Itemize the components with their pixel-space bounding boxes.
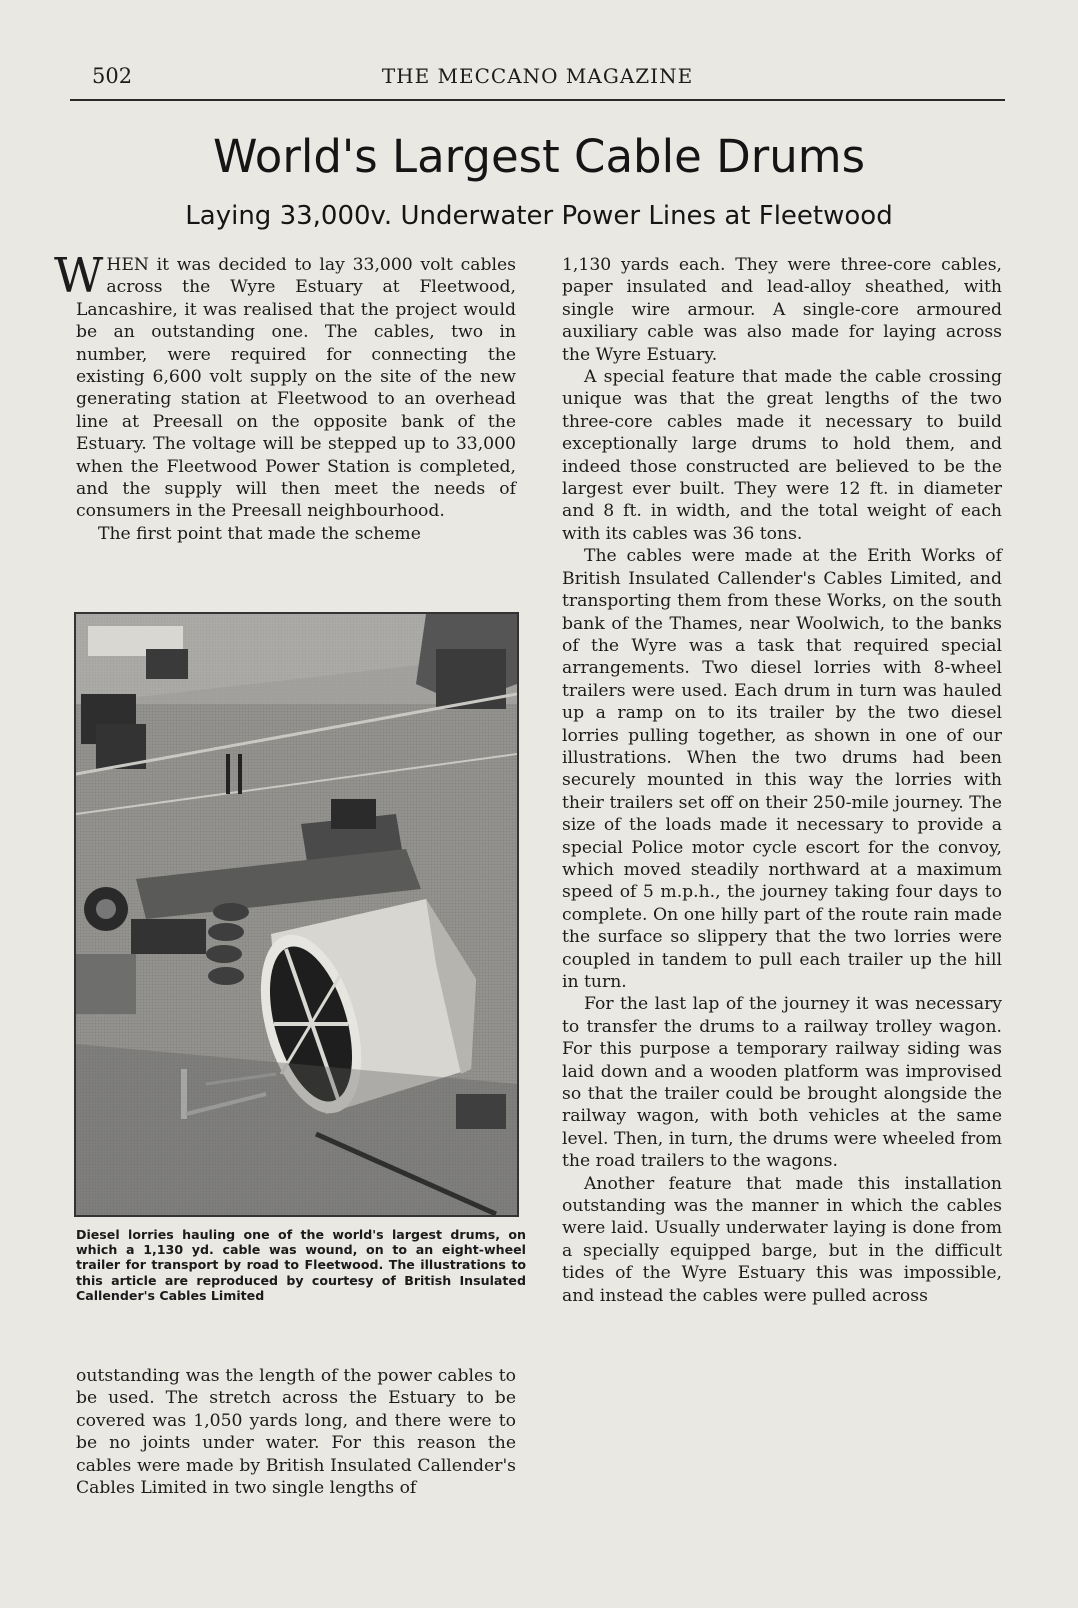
header-rule	[70, 99, 1005, 101]
left-column-top	[54, 248, 516, 545]
paragraph: Another feature that made this installation outstanding was the manner in which the cables were laid. Usually underwater laying is done from a specially equipped barge, but in the difficult tides of the Wyre Estuary this was impossible, and instead the cables were pulled across	[562, 1173, 1002, 1306]
paragraph-text: HEN it was decided to lay 33,000 volt cables across the Wyre Estuary at Fleetwood, Lancashire, it was realised that the project would be an outstanding one. The cables, two in number, were required for connecting the existing 6,600 volt supply on the site of the new generating station at Fleetwood to an overhead line at Preesall on the opposite bank of the Estuary. The voltage will be stepped up to 33,000 when the Fleetwood Power Station is completed, and the supply will then meet the needs of consumers in the Preesall neighbourhood.	[76, 255, 516, 522]
paragraph: The first point that made the scheme	[98, 523, 421, 544]
cable-drum-photo	[74, 612, 519, 1217]
page-number: 502	[92, 64, 133, 88]
paragraph: The cables were made at the Erith Works of British Insulated Callender's Cables Limited, and transporting them from these Works, on the south bank of the Thames, near Woolwich, to the banks of the Wyre was a task that required special arrangements. Two diesel lorries with 8-wheel trailers were used. Each drum in turn was hauled up a ramp on to its trailer by the two diesel lorries pulling together, as shown in one of our illustrations. When the two drums had been securely mounted in this way the lorries with their trailers set off on their 250-mile journey. The size of the loads made it necessary to provide a special Police motor cycle escort for the convoy, which moved steadily northward at a maximum speed of 5 m.p.h., the journey taking four days to complete. On one hilly part of the route rain made the surface so slippery that the two lorries were coupled in tandem to pull each trailer up the hill in turn.	[562, 546, 1002, 992]
paragraph	[54, 248, 516, 523]
article-subtitle: Laying 33,000v. Underwater Power Lines at Fleetwood	[185, 201, 893, 231]
photo-illustration	[76, 614, 517, 1215]
paragraph: For the last lap of the journey it was necessary to transfer the drums to a railway trolley wagon. For this purpose a temporary railway siding was laid down and a wooden platform was improvised so that the trailer could be brought alongside the railway wagon, with both vehicles at the same level. Then, in turn, the drums were wheeled from the road trailers to the wagons.	[562, 994, 1002, 1172]
magazine-title: THE MECCANO MAGAZINE	[381, 64, 694, 88]
article-title: World's Largest Cable Drums	[212, 130, 866, 183]
page-header	[70, 64, 1005, 100]
left-column-bottom	[76, 1365, 516, 1499]
photo-caption: Diesel lorries hauling one of the world's largest drums, on which a 1,130 yd. cable was wound, on to an eight-wheel trailer for transport by road to Fleetwood. The illustrations to this article are reproduced by courtesy of British Insulated Callender's Cables Limited	[76, 1227, 526, 1303]
paragraph: 1,130 yards each. They were three-core cables, paper insulated and lead-alloy sheathed, with single wire armour. A single-core armoured auxiliary cable was also made for laying across the Wyre Estuary.	[562, 255, 1002, 365]
paragraph: A special feature that made the cable crossing unique was that the great lengths of the two three-core cables made it necessary to build exceptionally large drums to hold them, and indeed those constructed are believed to be the largest ever built. They were 12 ft. in diameter and 8 ft. in width, and the total weight of each with its cables was 36 tons.	[562, 367, 1002, 544]
drop-cap: W	[54, 248, 104, 304]
right-column	[562, 254, 1002, 1307]
paragraph: outstanding was the length of the power cables to be used. The stretch across the Estuary to be covered was 1,050 yards long, and there were to be no joints under water. For this reason the cables were made by British Insulated Callender's Cables Limited in two single lengths of	[76, 1366, 516, 1499]
